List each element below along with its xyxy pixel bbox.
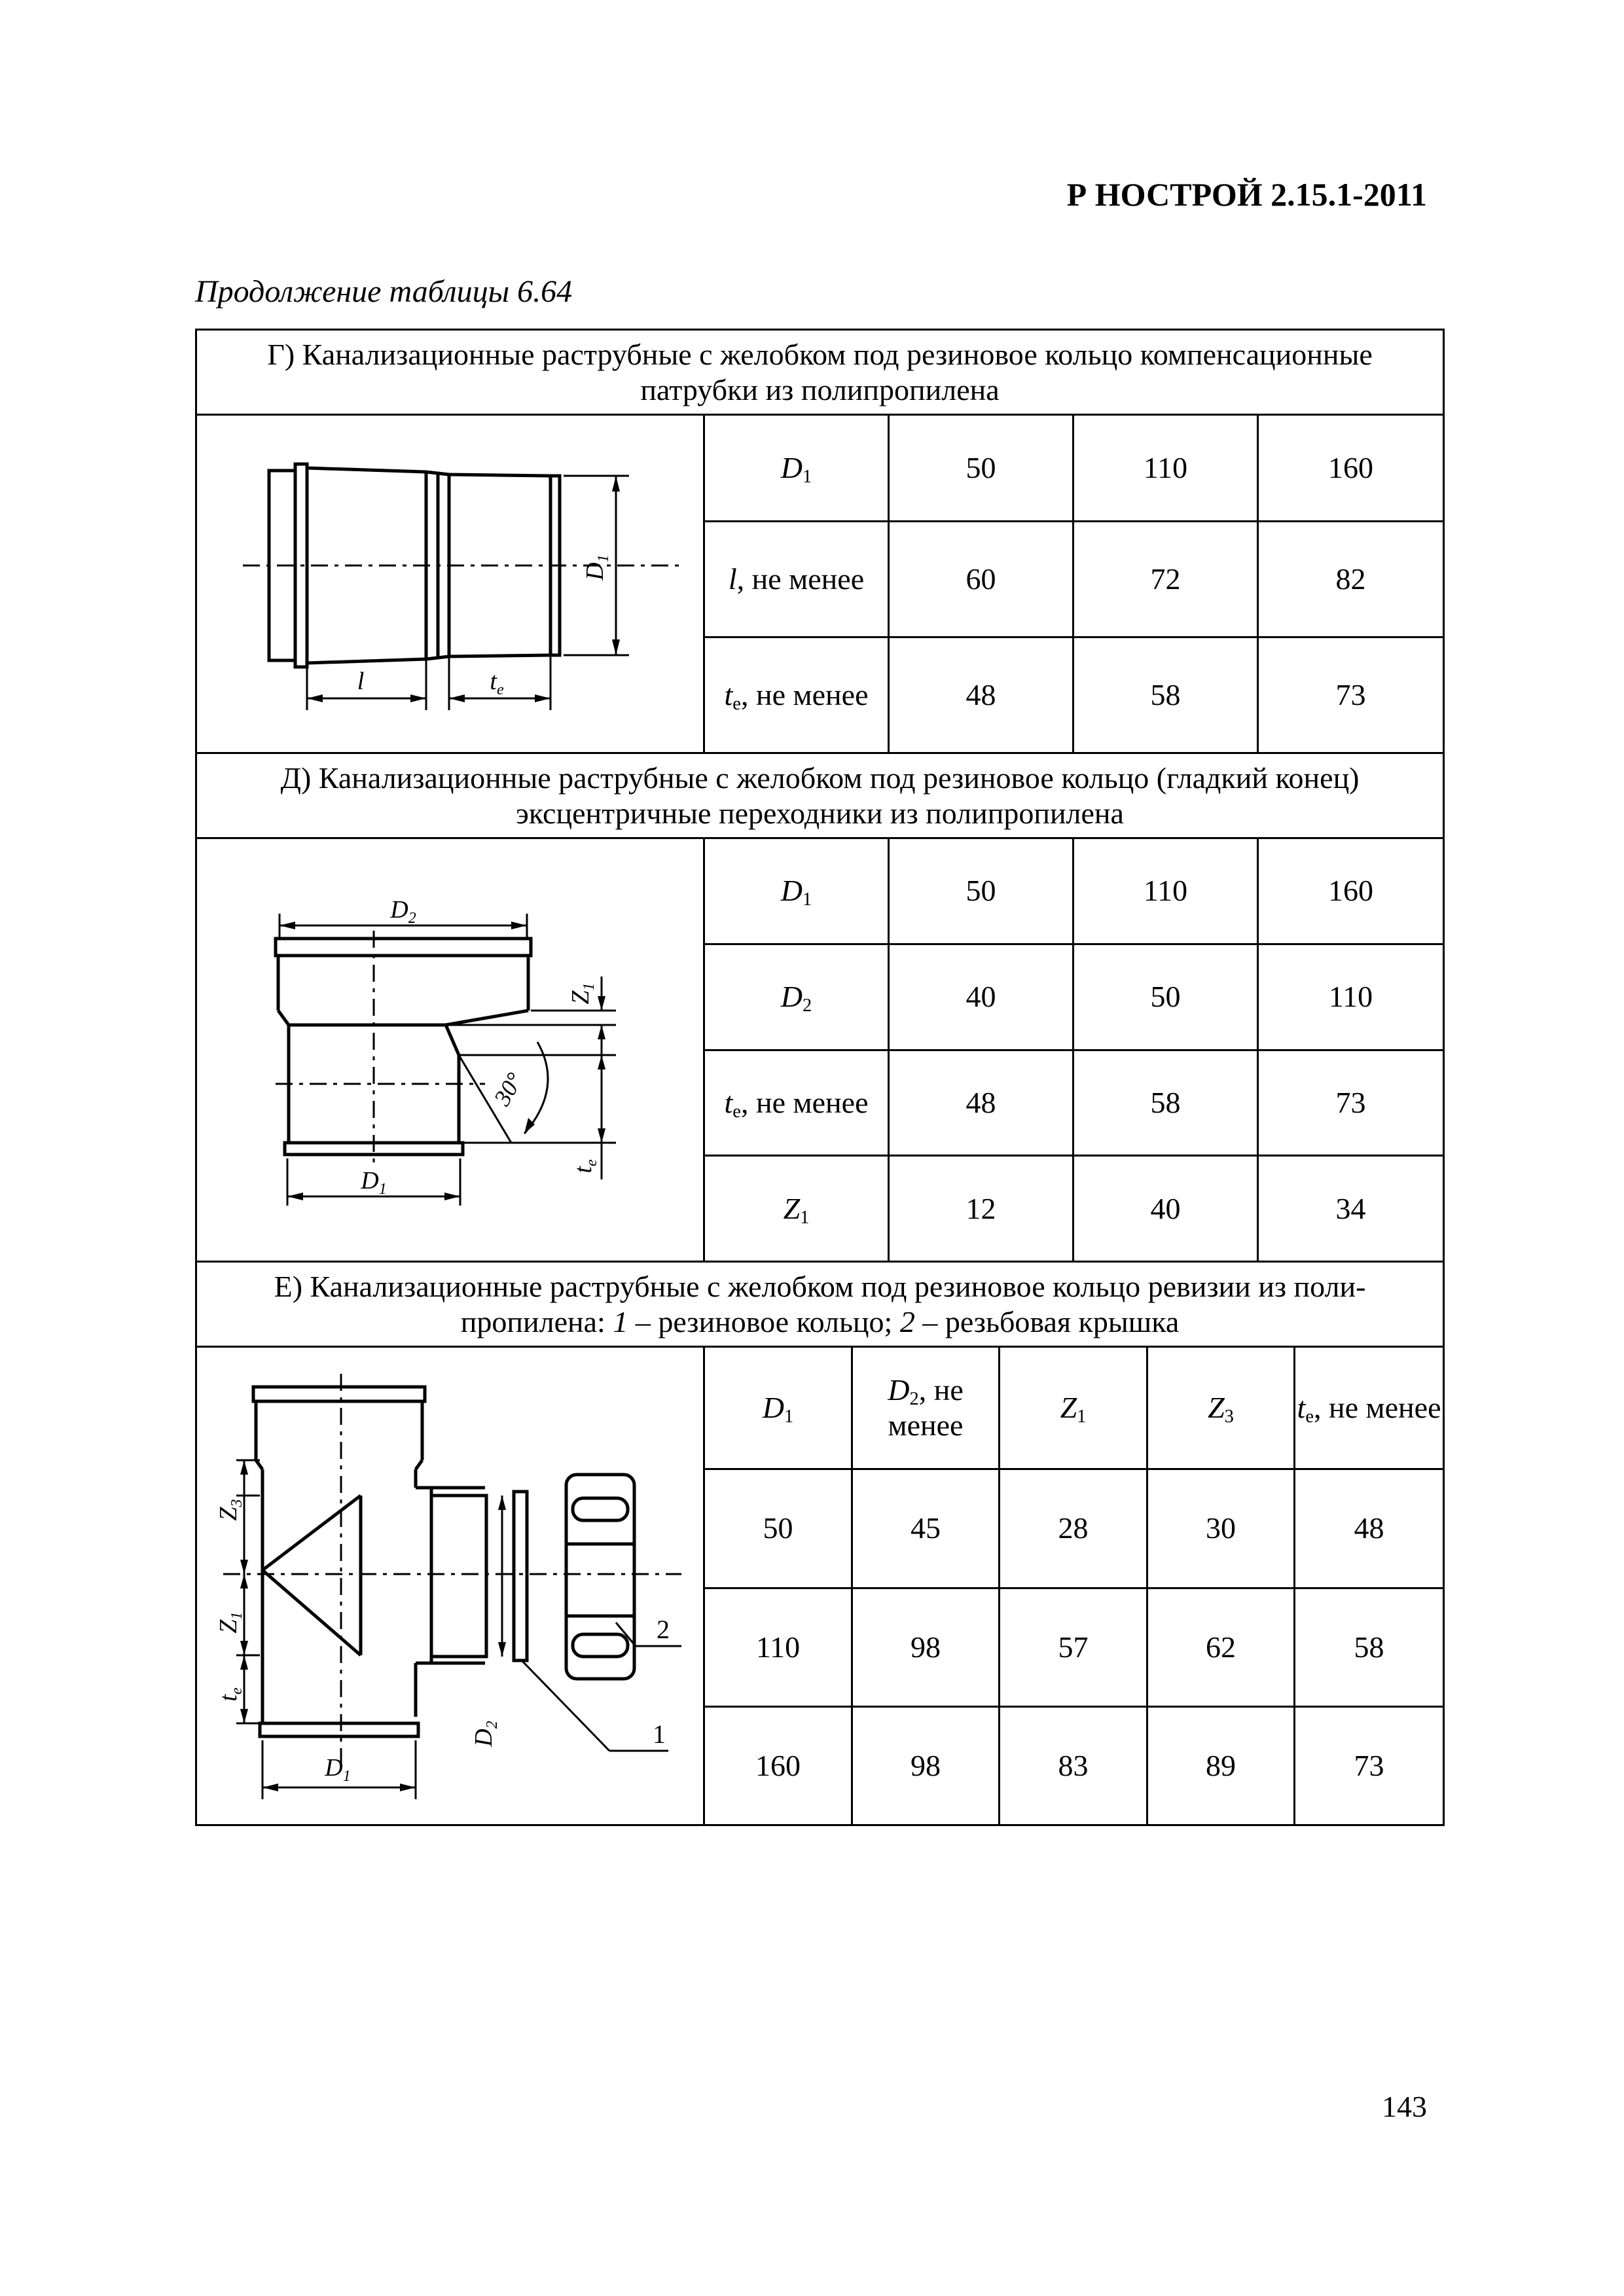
value-cell: 58 [1295, 1588, 1444, 1706]
row-label: $t_e$, не менее [704, 637, 889, 753]
specification-table [195, 329, 1445, 1826]
value-cell: 73 [1258, 637, 1444, 753]
column-header: $t_e$, не менее [1295, 1347, 1444, 1469]
dim-label-d2: $D_2$ [470, 1721, 501, 1747]
dim-label-d1: $D_1$ [581, 554, 612, 581]
dimension-lines [280, 914, 616, 1206]
value-cell: 110 [704, 1588, 852, 1706]
row-label: $D_1$ [704, 838, 889, 944]
value-cell: 45 [852, 1469, 1000, 1588]
dim-label-te: $t_e$ [569, 1159, 600, 1174]
value-cell: 83 [1000, 1706, 1147, 1825]
row-label: $Z_1$ [704, 1156, 889, 1262]
section-e-title: Е) Канализационные раструбные с желобком под резиновое кольцо ревизии из поли- пропилена: 1 – резиновое кольцо; 2 – резьбовая крышка [196, 1262, 1444, 1347]
value-cell: 98 [852, 1706, 1000, 1825]
dimension-arrows [280, 922, 605, 1200]
row-label: l, не менее [704, 521, 889, 637]
section-e-header-labels-row [196, 1347, 1444, 1469]
dimension-lines [236, 1460, 681, 1799]
value-cell: 50 [704, 1469, 852, 1588]
eccentric-reducer-drawing [197, 839, 705, 1261]
callout-1: 1 [653, 1719, 666, 1749]
value-cell: 98 [852, 1588, 1000, 1706]
section-g-title: Г) Канализационные раструбные с желобком под резиновое кольцо компенсационные патрубки из полипропилена [196, 330, 1444, 415]
value-cell: 40 [1074, 1156, 1258, 1262]
column-header: $Z_1$ [1000, 1347, 1147, 1469]
dim-label-te: $t_e$ [490, 668, 504, 698]
dim-label-d1: $D_1$ [325, 1754, 351, 1785]
section-g-header-row [196, 330, 1444, 415]
value-cell: 48 [889, 1050, 1074, 1156]
value-cell: 160 [1258, 838, 1444, 944]
dim-label-te: $t_e$ [215, 1687, 245, 1702]
value-cell: 60 [889, 521, 1074, 637]
reducer-outline [276, 939, 531, 1155]
value-cell: 110 [1074, 838, 1258, 944]
value-cell: 110 [1258, 944, 1444, 1050]
table-caption: Продолжение таблицы 6.64 [195, 274, 573, 309]
value-cell: 73 [1295, 1706, 1444, 1825]
page-number: 143 [1382, 2090, 1427, 2123]
section-e-drawing-cell [196, 1347, 704, 1825]
value-cell: 48 [889, 637, 1074, 753]
dim-label-d2: $D_2$ [390, 896, 416, 927]
value-cell: 110 [1074, 415, 1258, 522]
value-cell: 58 [1074, 1050, 1258, 1156]
section-g-drawing-cell [196, 415, 704, 753]
revision-tee-drawing [197, 1348, 705, 1824]
tee-outline [253, 1387, 634, 1736]
value-cell: 34 [1258, 1156, 1444, 1262]
value-cell: 72 [1074, 521, 1258, 637]
value-cell: 58 [1074, 637, 1258, 753]
section-d-drawing-cell [196, 838, 704, 1262]
row-label: $D_2$ [704, 944, 889, 1050]
value-cell: 160 [1258, 415, 1444, 522]
callout-2: 2 [657, 1615, 670, 1644]
value-cell: 50 [889, 838, 1074, 944]
dim-label-d1: $D_1$ [361, 1167, 387, 1198]
value-cell: 30 [1147, 1469, 1295, 1588]
angle-label: 30° [488, 1068, 528, 1110]
value-cell: 40 [889, 944, 1074, 1050]
value-cell: 50 [889, 415, 1074, 522]
value-cell: 12 [889, 1156, 1074, 1262]
dimension-lines [307, 476, 629, 710]
column-header: $D_1$ [704, 1347, 852, 1469]
dim-label-z1: $Z_1$ [567, 982, 598, 1005]
value-cell: 160 [704, 1706, 852, 1825]
column-header: $D_2$, не менее [852, 1347, 1000, 1469]
section-g-row [196, 415, 1444, 522]
value-cell: 89 [1147, 1706, 1295, 1825]
section-d-title: Д) Канализационные раструбные с желобком под резиновое кольцо (гладкий конец) эксцентричные переходники из полипропилена [196, 753, 1444, 838]
section-d-header-row [196, 753, 1444, 838]
value-cell: 50 [1074, 944, 1258, 1050]
value-cell: 48 [1295, 1469, 1444, 1588]
value-cell: 62 [1147, 1588, 1295, 1706]
dim-label-z1: $Z_1$ [215, 1611, 245, 1634]
value-cell: 73 [1258, 1050, 1444, 1156]
column-header: $Z_3$ [1147, 1347, 1295, 1469]
value-cell: 82 [1258, 521, 1444, 637]
value-cell: 57 [1000, 1588, 1147, 1706]
row-label: $D_1$ [704, 415, 889, 522]
dimension-arrows [307, 476, 620, 702]
section-d-row [196, 838, 1444, 944]
document-code: Р НОСТРОЙ 2.15.1-2011 [1066, 176, 1427, 213]
dimension-arrows [240, 1460, 506, 1791]
row-label: $t_e$, не менее [704, 1050, 889, 1156]
value-cell: 28 [1000, 1469, 1147, 1588]
compensation-pipe-drawing [197, 416, 705, 752]
dim-label-z3: $Z_3$ [215, 1499, 245, 1521]
dim-label-l: l [357, 668, 365, 695]
section-e-header-row [196, 1262, 1444, 1347]
